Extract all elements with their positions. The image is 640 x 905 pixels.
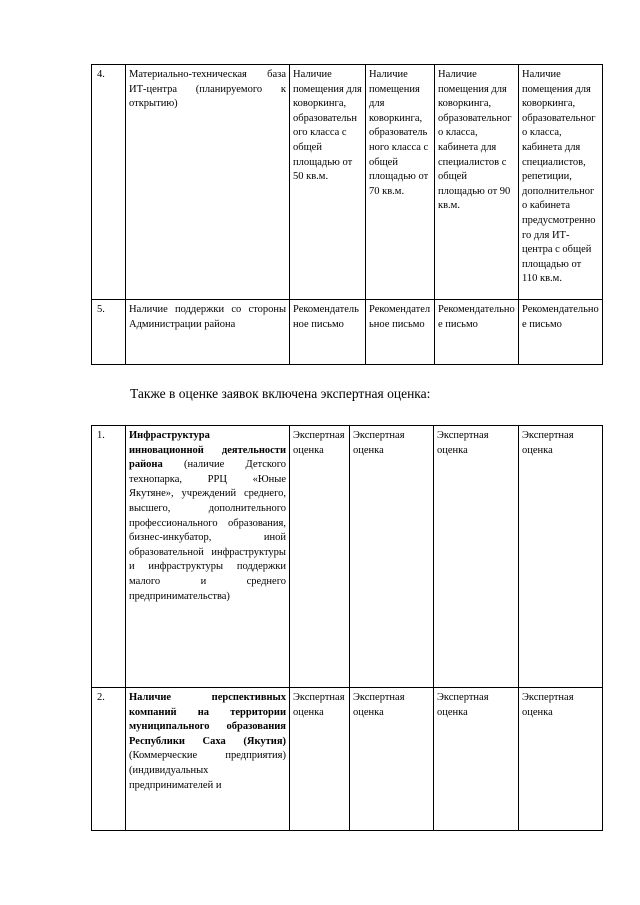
- score-cell: Экспертная оценка: [434, 426, 519, 688]
- table-row: [92, 65, 603, 300]
- criterion-cell: Наличие поддержки со стороны Администрации района: [126, 300, 290, 365]
- criterion-cell: [126, 426, 290, 688]
- row-number: 2.: [92, 688, 126, 831]
- score-cell: Экспертная оценка: [519, 426, 603, 688]
- score-cell: Наличие помещения для коворкинга, образовательного класса, кабинета для специалистов, репетиции, дополнительного кабинета предусмотренного для ИТ-центра с общей площадью от 110 кв.м.: [519, 65, 603, 300]
- table-row: [92, 688, 603, 831]
- score-cell: Рекомендательное письмо: [366, 300, 435, 365]
- score-cell: Экспертная оценка: [350, 688, 434, 831]
- score-cell: Наличие помещения для коворкинга, образовательного класса с общей площадью от 70 кв.м.: [366, 65, 435, 300]
- score-cell: Рекомендательное письмо: [519, 300, 603, 365]
- criteria-table-1: [91, 64, 603, 365]
- score-cell: Наличие помещения для коворкинга, образовательного класса, кабинета для специалистов с общей площадью от 90 кв.м.: [435, 65, 519, 300]
- row-number: 1.: [92, 426, 126, 688]
- criterion-cell: [126, 688, 290, 831]
- table-row: [92, 300, 603, 365]
- score-cell: Рекомендательное письмо: [435, 300, 519, 365]
- score-cell: Экспертная оценка: [350, 426, 434, 688]
- row-number: 4.: [92, 65, 126, 300]
- score-cell: Экспертная оценка: [290, 688, 350, 831]
- criterion-details: (наличие Детского технопарка, РРЦ «Юные Якутяне», учреждений среднего, высшего, дополнительного профессионального образования, бизнес-инкубатор, иной образовательной инфраструктуры и инфраструктуры поддержки малого и среднего предпринимательства): [129, 459, 286, 602]
- criterion-title: Инфраструктура инновационной деятельности района: [129, 430, 286, 471]
- criterion-details: (Коммерческие предприятия) (индивидуальных предпринимателей и: [129, 750, 286, 791]
- score-cell: Рекомендательное письмо: [290, 300, 366, 365]
- score-cell: Экспертная оценка: [434, 688, 519, 831]
- score-cell: Экспертная оценка: [290, 426, 350, 688]
- criteria-table-2: [91, 425, 603, 831]
- row-number: 5.: [92, 300, 126, 365]
- table-row: [92, 426, 603, 688]
- score-cell: Наличие помещения для коворкинга, образовательного класса с общей площадью от 50 кв.м.: [290, 65, 366, 300]
- score-cell: Экспертная оценка: [519, 688, 603, 831]
- criterion-cell: Материально-техническая база ИТ-центра (планируемого к открытию): [126, 65, 290, 300]
- criterion-title: Наличие перспективных компаний на территории муниципального образования Республики Саха (Якутия): [129, 692, 286, 747]
- intro-text: Также в оценке заявок включена экспертная оценка:: [130, 386, 431, 401]
